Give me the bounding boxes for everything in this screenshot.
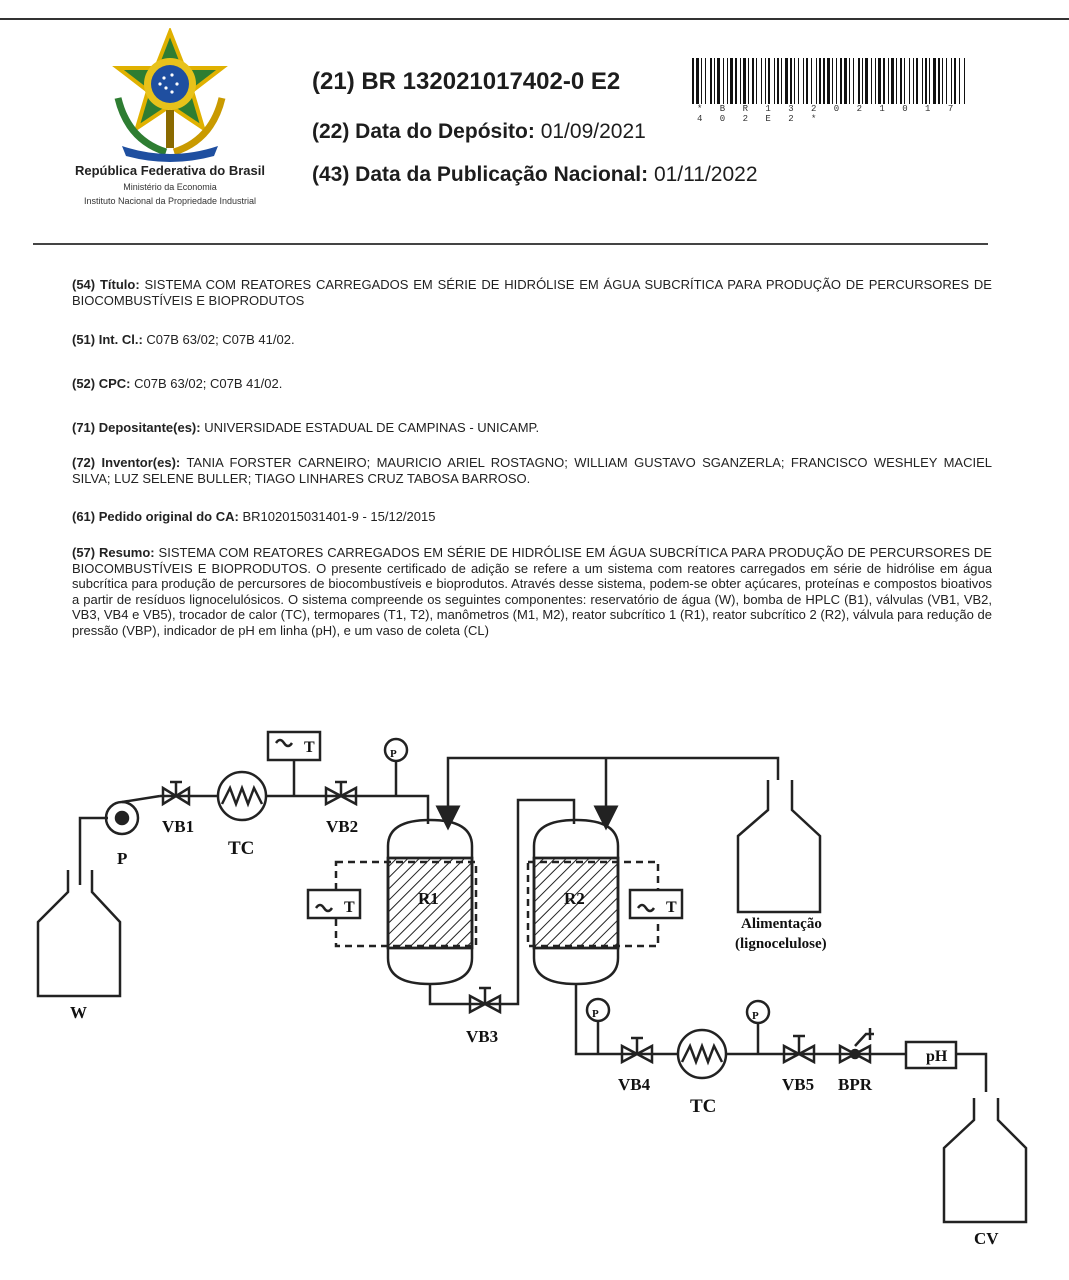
label-t1: T [304,739,315,756]
label-vb3: VB3 [466,1027,499,1046]
barcode-bar [714,58,715,104]
barcode-bar [929,58,930,104]
field-title-text: SISTEMA COM REATORES CARREGADOS EM SÉRIE DE HIDRÓLISE EM ÁGUA SUBCRÍTICA PARA PRODUÇÃO DE PERCURSORES DE BIOCOMBUSTÍVEIS E BIOPRODUTOS [72,277,992,308]
barcode-bar [951,58,952,104]
agency-block [50,163,290,206]
barcode-bar [849,58,850,104]
label-vb5: VB5 [782,1075,815,1094]
barcode-bar [844,58,847,104]
label-water: W [70,1003,87,1022]
field-applicant-text: UNIVERSIDADE ESTADUAL DE CAMPINAS - UNICAMP. [204,420,540,435]
label-r1: R1 [418,889,439,908]
barcode-bar [816,58,817,104]
label-gauge-3: P [752,1010,759,1022]
barcode-bar [705,58,706,104]
publication-date-label: (43) Data da Publicação Nacional: [312,163,649,186]
field-abstract-label: (57) Resumo: [72,545,155,560]
barcode-bar [959,58,960,104]
barcode-bar [871,58,872,104]
agency-institute: Instituto Nacional da Propriedade Industrial [83,196,257,206]
barcode-bar [853,58,854,104]
label-tc2: TC [690,1096,717,1117]
barcode-bar [717,58,720,104]
barcode-bar [954,58,956,104]
field-inventors [72,455,992,486]
label-bpr: BPR [838,1075,872,1094]
barcode-bar [752,58,754,104]
barcode-bar [913,58,914,104]
feed-vessel [738,780,820,912]
field-abstract-text: SISTEMA COM REATORES CARREGADOS EM SÉRIE DE HIDRÓLISE EM ÁGUA SUBCRÍTICA PARA PRODUÇÃO DE PERCURSORES DE BIOCOMBUSTÍVEIS E BIOPRODUTOS. O presente certificado de adição se refere a um sistema com reatores carregados em série de hidrólise em água subcrítica para produção de percursores de biocombustíveis e bioprodutos. Através desse sistema, podem-se obter açúcares, proteínas e compostos bioativos a partir de resíduos lignocelulósicos. O sistema compreende os seguintes componentes: reservatório de água (W), bomba de HPLC (B1), válvulas (VB1, VB2, VB3, VB4 e VB5), trocador de calor (TC), termopares (T1, T2), manômetros (M1, M2), reator subcrítico 1 (R1), reator subcrítico 2 (R2), válvula para redução de pressão (VBP), indicador de pH em linha (pH), e um vaso de coleta (CL) [72,545,992,638]
barcode-bar [938,58,940,104]
barcode-bar [840,58,842,104]
barcode-bar [696,58,699,104]
barcode-bar [727,58,728,104]
top-rule [0,18,1069,20]
publication-date-line [312,163,758,187]
barcode-bar [909,58,910,104]
label-t-r1: T [344,899,355,916]
barcode-bar [922,58,923,104]
label-ph: pH [926,1048,948,1065]
barcode-bar [798,58,799,104]
label-feed-2: (lignocelulose) [735,936,827,952]
barcode-bar [832,58,833,104]
field-applicant [72,420,992,436]
label-r2: R2 [564,889,585,908]
barcode-bar [862,58,863,104]
water-reservoir-vessel [38,870,120,996]
barcode-bar [878,58,881,104]
barcode-bar [785,58,788,104]
field-original-request [72,509,992,525]
barcode-bar [735,58,737,104]
barcode-bar [748,58,749,104]
agency-country: República Federativa do Brasil [74,163,265,178]
barcode-bar [900,58,902,104]
field-abstract [72,545,992,638]
barcode-bar [803,58,804,104]
barcode-bar [768,58,770,104]
barcode-bar [942,58,943,104]
barcode-bar [823,58,825,104]
collection-vessel [944,1098,1026,1222]
barcode-bar [740,58,741,104]
barcode-digits: * B R 1 3 2 0 2 1 0 1 7 4 0 2 E 2 * [697,104,960,124]
label-tc1: TC [228,838,255,859]
barcode-bar [875,58,876,104]
barcode-bar [964,58,965,104]
barcode-bar [888,58,889,104]
field-cpc-text: C07B 63/02; C07B 41/02. [134,376,283,391]
barcode-bar [781,58,782,104]
barcode-bar [827,58,830,104]
filing-date-value: 01/09/2021 [540,120,646,143]
barcode-bar [794,58,795,104]
label-vb4: VB4 [618,1075,651,1094]
barcode-bar [946,58,947,104]
barcode-bar [774,58,775,104]
field-inventors-text: TANIA FORSTER CARNEIRO; MAURICIO ARIEL ROSTAGNO; WILLIAM GUSTAVO SGANZERLA; FRANCISCO WESHLEY MACIEL SILVA; LUZ SELENE BULLER; TIAGO LINHARES CRUZ TABOSA BARROSO. [72,455,992,486]
field-title [72,277,992,308]
barcode-bar [777,58,779,104]
barcode-bar [790,58,792,104]
field-int-cl-label: (51) Int. Cl.: [72,332,143,347]
agency-ministry: Ministério da Economia [123,182,217,192]
barcode-bar [896,58,897,104]
filing-date-label: (22) Data do Depósito: [312,120,535,143]
barcode-bar [858,58,860,104]
label-pump: P [117,849,128,868]
field-int-cl [72,332,992,348]
field-original-request-text: BR102015031401-9 - 15/12/2015 [242,509,436,524]
barcode-bar [743,58,746,104]
field-int-cl-text: C07B 63/02; C07B 41/02. [146,332,295,347]
field-title-label: (54) Título: [72,277,140,292]
label-gauge-1: P [390,748,397,760]
barcode-bar [806,58,808,104]
label-t-r2: T [666,899,677,916]
barcode-bar [756,58,757,104]
label-gauge-2: P [592,1008,599,1020]
barcode-bar [692,58,694,104]
field-applicant-label: (71) Depositante(es): [72,420,201,435]
barcode-bar [710,58,712,104]
barcode-bar [933,58,936,104]
barcode-bar [925,58,927,104]
publication-number: (21) BR 132021017402-0 E2 [312,68,621,95]
barcode-bar [836,58,837,104]
barcode-bar [904,58,905,104]
barcode-bar [765,58,766,104]
barcode-bar [865,58,868,104]
label-vb1: VB1 [162,817,195,836]
process-diagram [0,700,1069,1280]
filing-date-line [312,120,646,144]
header-separator [33,243,988,245]
barcode-bar [723,58,724,104]
barcode-bar [701,58,702,104]
barcode-bar [891,58,894,104]
field-cpc [72,376,992,392]
barcode-bar [819,58,821,104]
field-cpc-label: (52) CPC: [72,376,131,391]
barcode-bar [730,58,733,104]
label-vb2: VB2 [326,817,359,836]
barcode-bar [916,58,918,104]
barcode-bar [761,58,762,104]
label-feed-1: Alimentação [741,916,822,932]
coat-of-arms-logo [100,28,240,168]
label-cv: CV [974,1229,999,1248]
diagram-labels [70,739,999,1248]
barcode-bar [883,58,885,104]
field-inventors-label: (72) Inventor(es): [72,455,181,470]
barcode-bar [811,58,812,104]
field-original-request-label: (61) Pedido original do CA: [72,509,239,524]
publication-date-value: 01/11/2022 [653,163,758,186]
